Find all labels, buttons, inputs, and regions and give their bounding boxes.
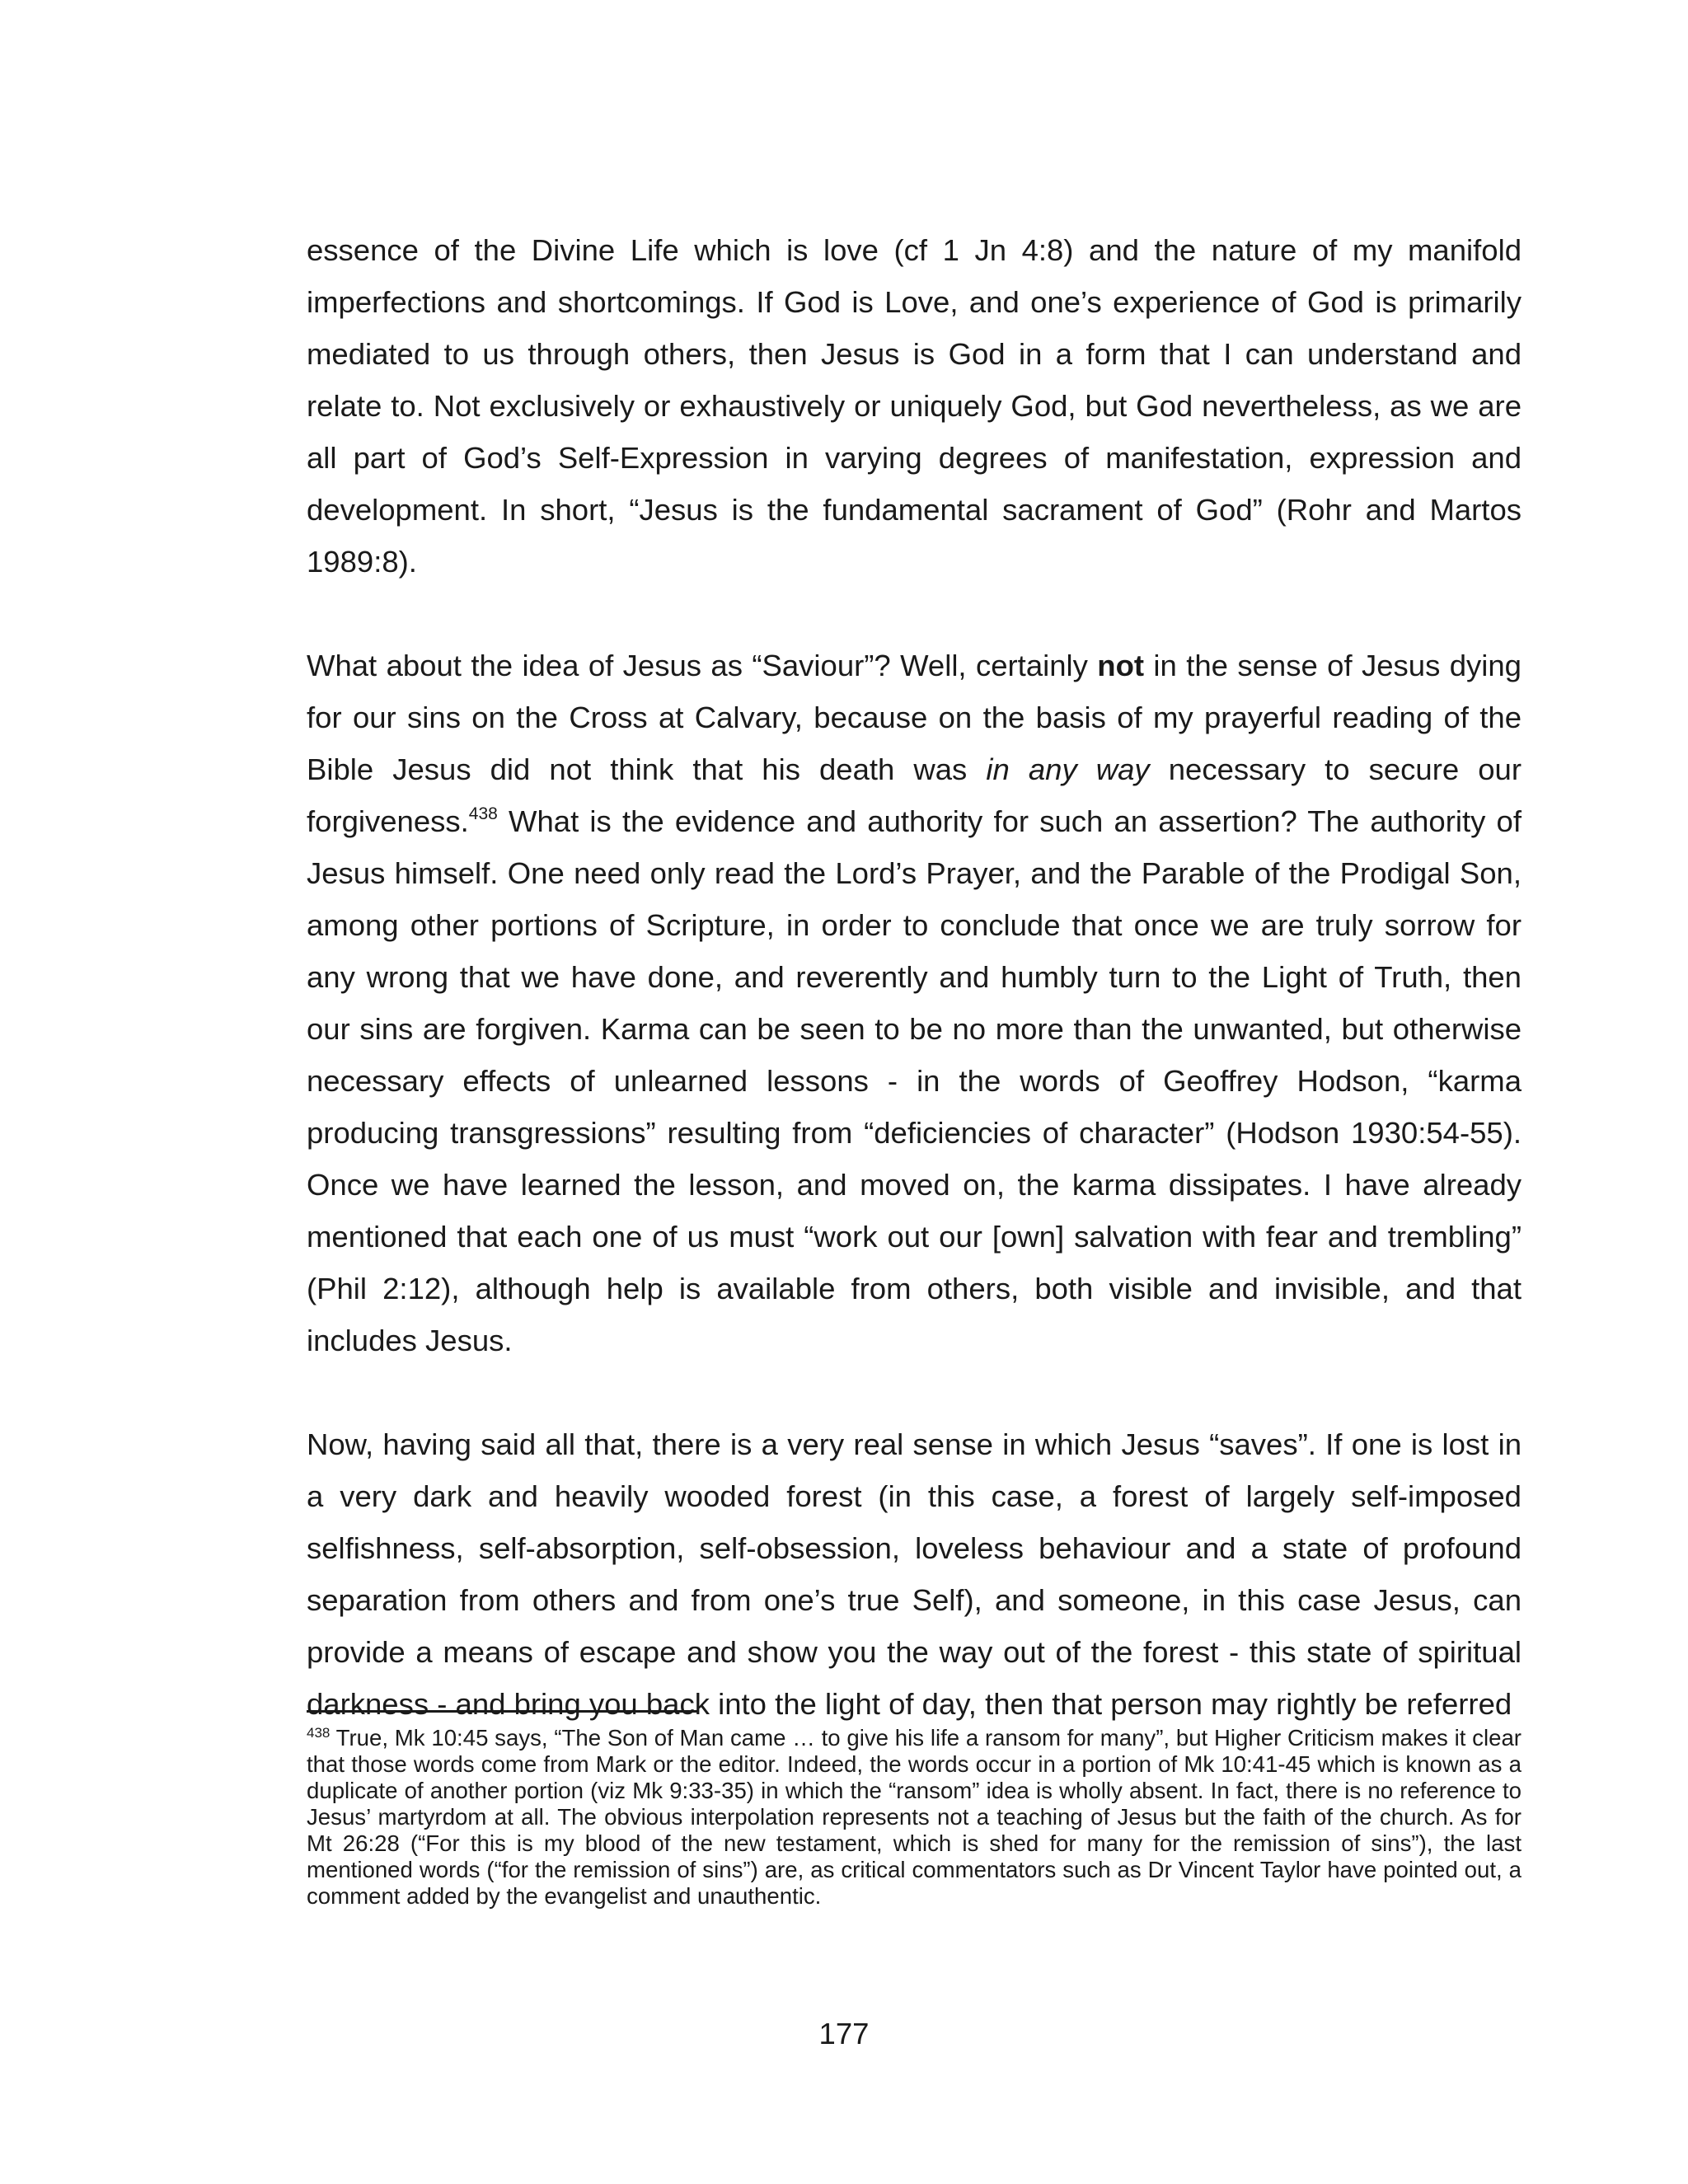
emphasis-not: not xyxy=(1097,649,1145,682)
paragraph-3-text: Now, having said all that, there is a very real sense in which Jesus “saves”. If one is lost in a very dark and heavily wooded forest (in this case, a forest of largely self-imposed selfishness, self-absorption, self-obsession, loveless behaviour and a state of profound separation from others and from one’s true Self), and someone, in this case Jesus, can provide a means of escape and show you the way out of the forest - this state of spiritual darkness - and bring you back into the light of day, then that person may rightly be referred xyxy=(307,1427,1522,1721)
paragraph-1-text: essence of the Divine Life which is love (cf 1 Jn 4:8) and the nature of my manifold imperfections and shortcomings. If God is Love, and one’s experience of God is primarily mediated to us through others, then Jesus is God in a form that I can understand and relate to. Not exclusively or exhaustively or uniquely God, but God nevertheless, as we are all part of God’s Self-Expression in varying degrees of manifestation, expression and development. In short, “Jesus is the fundamental sacrament of God” (Rohr and Martos 1989:8). xyxy=(307,233,1522,579)
footnote-text: True, Mk 10:45 says, “The Son of Man came … to give his life a ransom for many”, but Higher Criticism makes it clear that those words come from Mark or the editor. Indeed, the words occur in a portion of Mk 10:41-45 which is known as a duplicate of another portion (viz Mk 9:33-35) in which the “ransom” idea is wholly absent. In fact, there is no reference to Jesus’ martyrdom at all. The obvious interpolation represents not a teaching of Jesus but the faith of the church. As for Mt 26:28 (“For this is my blood of the new testament, which is shed for many for the remission of sins”), the last mentioned words (“for the remission of sins”) are, as critical commentators such as Dr Vincent Taylor have pointed out, a comment added by the evangelist and unauthentic. xyxy=(307,1725,1522,1909)
footnote-marker: 438 xyxy=(307,1725,331,1741)
footnote-separator xyxy=(307,1710,699,1713)
emphasis-in-any-way: in any way xyxy=(986,752,1150,786)
body-paragraph-3 xyxy=(307,1418,1522,1730)
page-number: 177 xyxy=(818,2017,870,2050)
paragraph-2-text-4: What is the evidence and authority for such an assertion? The authority of Jesus himself. One need only read the Lord’s Prayer, and the Parable of the Prodigal Son, among other portions of Scripture, in order to conclude that once we are truly sorrow for any wrong that we have done, and reverently and humbly turn to the Light of Truth, then our sins are forgiven. Karma can be seen to be no more than the unwanted, but otherwise necessary effects of unlearned lessons - in the words of Geoffrey Hodson, “karma producing transgressions” resulting from “deficiencies of character” (Hodson 1930:54-55). Once we have learned the lesson, and moved on, the karma dissipates. I have already mentioned that each one of us must “work out our [own] salvation with fear and trembling” (Phil 2:12), although help is available from others, both visible and invisible, and that includes Jesus. xyxy=(307,804,1522,1357)
body-paragraph-1 xyxy=(307,224,1522,588)
paragraph-2-text-2: in the sense of Jesus dying for our sins on the Cross at Calvary, because on the basis of my prayerful reading of the Bible Jesus did not think that his death was xyxy=(307,649,1522,786)
paragraph-2-text-3: necessary to secure our forgiveness. xyxy=(307,752,1522,838)
footnote-438 xyxy=(307,1725,1522,1910)
body-paragraph-2 xyxy=(307,640,1522,1366)
paragraph-2-text-1: What about the idea of Jesus as “Saviour”? Well, certainly xyxy=(307,649,1098,682)
page-body xyxy=(307,224,1522,1730)
footnote-reference-438[interactable]: 438 xyxy=(468,804,498,823)
